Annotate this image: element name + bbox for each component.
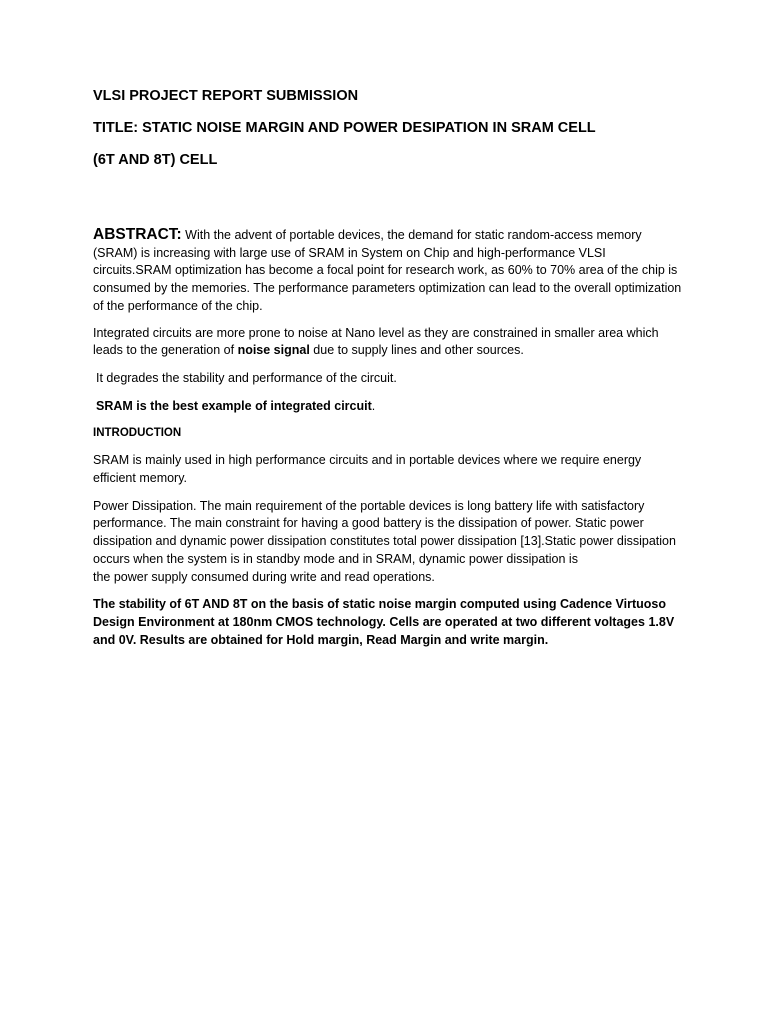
intro-paragraph-3-bold: The stability of 6T AND 8T on the basis of static noise margin computed using Cadence Virtuoso Design Environment at 180nm CMOS technology. Cells are operated at two different voltages 1.8V and 0V. Results are obtained for Hold margin, Read Margin and write margin. xyxy=(93,597,675,647)
abstract-text: With the advent of portable devices, the demand for static random-access memory (SRAM) is increasing with large use of SRAM in System on Chip and high-performance VLSI circuits.SRAM optimization has become a focal point for research work, as 60% to 70% area of the chip is consumed by the memories. The performance parameters optimization can lead to the overall optimization of the performance of the chip. xyxy=(93,228,682,313)
intro-paragraph-2 xyxy=(93,498,683,587)
noise-signal-bold: noise signal xyxy=(237,343,310,358)
report-title-heading: TITLE: STATIC NOISE MARGIN AND POWER DESIPATION IN SRAM CELL xyxy=(93,120,596,136)
intro-paragraph-1: SRAM is mainly used in high performance circuits and in portable devices where we require energy efficient memory. xyxy=(93,453,642,486)
introduction-heading: INTRODUCTION xyxy=(93,427,182,440)
report-submission-heading: VLSI PROJECT REPORT SUBMISSION xyxy=(93,88,359,104)
document-page xyxy=(93,86,683,649)
report-title-subheading: (6T AND 8T) CELL xyxy=(93,152,218,168)
intro-paragraph-3 xyxy=(93,596,683,649)
abstract-label: ABSTRACT: xyxy=(93,226,182,243)
abstract-paragraph xyxy=(93,226,683,316)
sram-example-paragraph xyxy=(93,398,683,416)
noise-paragraph xyxy=(93,325,683,360)
degrades-paragraph: It degrades the stability and performance of the circuit. xyxy=(96,370,397,385)
noise-text-after: due to supply lines and other sources. xyxy=(309,343,524,358)
sram-example-period: . xyxy=(371,398,376,413)
sram-example-bold: SRAM is the best example of integrated circuit xyxy=(96,398,372,413)
noise-text-before: Integrated circuits are more prone to noise at Nano level as they are constrained in smaller area which leads to the generation of xyxy=(93,325,659,358)
intro-paragraph-2-part-a: Power Dissipation. The main requirement of the portable devices is long battery life with satisfactory performance. The main constraint for having a good battery is the dissipation of power. Static power dissipation and dynamic power dissipation constitutes total power dissipation [13].Static power dissipation occurs when the system is in standby mode and in SRAM, dynamic power dissipation is xyxy=(93,498,676,566)
intro-paragraph-2-part-b: the power supply consumed during write and read operations. xyxy=(93,569,435,584)
